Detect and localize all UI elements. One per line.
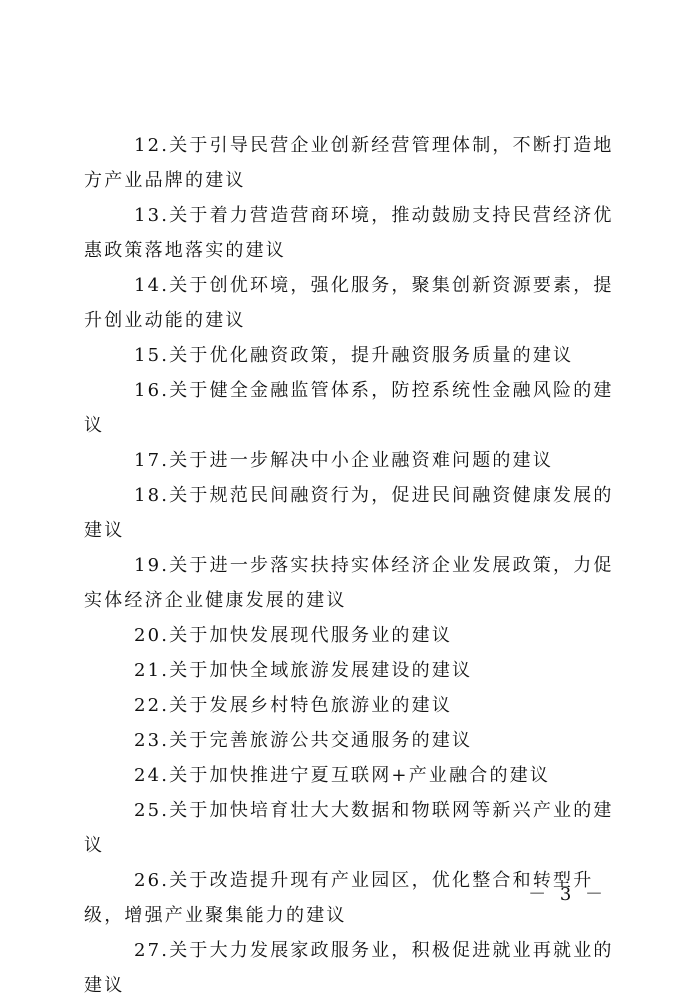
page-number: － 3 －: [528, 884, 607, 905]
list-item: 17.关于进一步解决中小企业融资难问题的建议: [134, 450, 554, 471]
list-item: 21.关于加快全域旅游发展建设的建议: [134, 660, 473, 681]
list-item: 22.关于发展乡村特色旅游业的建议: [134, 695, 453, 716]
proposal-list: [84, 128, 624, 1003]
list-item: 12.关于引导民营企业创新经营管理体制，不断打造地方产业品牌的建议: [84, 135, 614, 191]
list-item: 15.关于优化融资政策，提升融资服务质量的建议: [134, 345, 574, 366]
list-item: 23.关于完善旅游公共交通服务的建议: [134, 730, 473, 751]
list-item: 27.关于大力发展家政服务业，积极促进就业再就业的建议: [84, 940, 614, 996]
list-item: 25.关于加快培育壮大大数据和物联网等新兴产业的建议: [84, 800, 614, 856]
list-item: 13.关于着力营造营商环境，推动鼓励支持民营经济优惠政策落地落实的建议: [84, 205, 614, 261]
list-item: 20.关于加快发展现代服务业的建议: [134, 625, 453, 646]
list-item: 14.关于创优环境，强化服务，聚集创新资源要素，提升创业动能的建议: [84, 275, 614, 331]
list-item: 24.关于加快推进宁夏互联网+产业融合的建议: [134, 765, 551, 786]
list-item: 16.关于健全金融监管体系，防控系统性金融风险的建议: [84, 380, 614, 436]
list-item: 26.关于改造提升现有产业园区，优化整合和转型升级，增强产业聚集能力的建议: [84, 870, 594, 926]
list-item: 19.关于进一步落实扶持实体经济企业发展政策，力促实体经济企业健康发展的建议: [84, 555, 614, 611]
list-item: 18.关于规范民间融资行为，促进民间融资健康发展的建议: [84, 485, 614, 541]
